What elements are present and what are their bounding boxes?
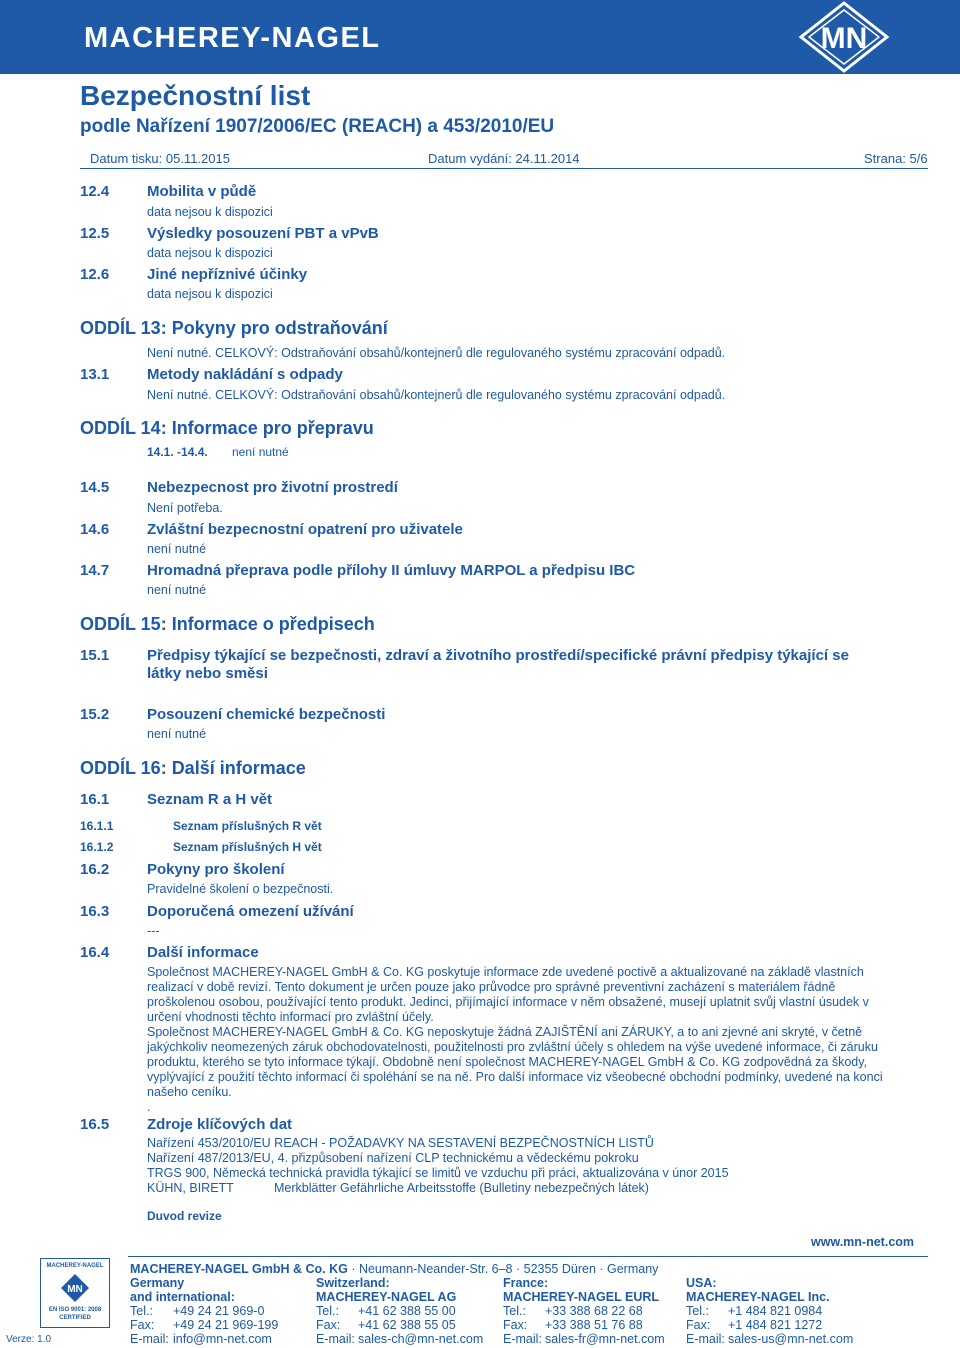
cert-standard: EN ISO 9001: 2008 [48,1307,102,1313]
fax-label: Fax: [130,1318,155,1332]
subsection-title: Zvláštní bezpecnostní opatrení pro uživatele [147,521,463,538]
section-number: 16.3 [80,903,110,920]
footer-divider [128,1256,928,1257]
tel-label: Tel.: [130,1304,153,1318]
section-number: 16.5 [80,1116,110,1133]
section-heading: ODDÍL 16: Další informace [80,758,306,778]
fax-value: +33 388 51 76 88 [545,1318,643,1332]
section-number: 16.1.1 [80,819,114,833]
disclaimer-line: produktu, kterého se tyto informace týkají. Obdobně není společnost MACHEREY-NAGEL GmbH & Co. KG zodpovědná za škody, [147,1055,868,1069]
disclaimer-line: určení vhodnosti těchto informací pro zvláštní účely. [147,1010,434,1024]
mn-logo-icon [784,0,904,74]
website-link[interactable]: www.mn-net.com [811,1235,915,1249]
subsection-title: Výsledky posouzení PBT a vPvB [147,225,379,242]
cert-company: MACHEREY-NAGEL [46,1263,104,1269]
disclaimer-line: jakýchkoliv neomezených záruk obchodovatelnosti, použitelnosti pro zvláštní účely s ohledem na výše uvedené informace, či záruku [147,1040,878,1054]
subsection-title: Seznam příslušných H vět [173,840,322,854]
subsection-text: --- [147,924,160,938]
office-country: Germany [130,1276,185,1290]
subsection-text: není nutné [147,727,207,741]
source-author: KÜHN, BIRETT [147,1181,234,1195]
subsection-title: Doporučená omezení užívání [147,903,354,920]
office-name: MACHEREY-NAGEL AG [316,1290,457,1304]
section-number: 16.4 [80,944,110,961]
subsection-text: data nejsou k dispozici [147,287,273,301]
subsection-text: Pravidelné školení o bezpečnosti. [147,882,334,896]
page-subtitle: podle Nařízení 1907/2006/EC (REACH) a 453/2010/EU [80,116,555,137]
section-number: 12.5 [80,225,110,242]
tel-label: Tel.: [503,1304,526,1318]
office-country: France: [503,1276,549,1290]
company-address [130,1260,658,1278]
email-label: E-mail: [503,1332,542,1346]
subsection-text: není nutné [147,542,207,556]
section-heading: ODDÍL 14: Informace pro přepravu [80,418,374,438]
subsection-title: Další informace [147,944,259,961]
page-title: Bezpečnostní list [80,80,311,111]
subsection-text: Není nutné. CELKOVÝ: Odstraňování obsahů/kontejnerů dle regulovaného systému zpracování odpadů. [147,388,726,402]
section-number: 14.6 [80,521,110,538]
office-name: MACHEREY-NAGEL Inc. [686,1290,830,1304]
revision-label: Duvod revize [147,1209,222,1223]
section-heading: ODDÍL 15: Informace o předpisech [80,614,375,634]
subsection-title: Hromadná přeprava podle přílohy II úmluvy MARPOL a předpisu IBC [147,562,636,579]
tel-label: Tel.: [316,1304,339,1318]
section-intro: Není nutné. CELKOVÝ: Odstraňování obsahů/kontejnerů dle regulovaného systému zpracování odpadů. [147,346,726,360]
source-line: Nařízení 453/2010/EU REACH - POŽADAVKY NA SESTAVENÍ BEZPEČNOSTNÍCH LISTŮ [147,1136,654,1150]
section-number: 14.7 [80,562,110,579]
office-country: USA: [686,1276,717,1290]
disclaimer-line: proškolenou osobou, používající tento produkt. Jedinci, přijímající informace v něm obsažené, musejí uplatnit svůj vlastní úsudek v [147,995,869,1009]
logo-area [784,0,904,74]
subsection-text: data nejsou k dispozici [147,205,273,219]
disclaimer-line: Společnost MACHEREY-NAGEL GmbH & Co. KG poskytuje informace zde uvedené poctivě a aktualizované na základě vlastních [147,965,864,979]
disclaimer-line: Společnost MACHEREY-NAGEL GmbH & Co. KG neposkytuje žádná ZAJIŠTĚNÍ ani ZÁRUKY, a to ani zjevné ani skryté, v četně [147,1025,863,1039]
print-date: Datum tisku: 05.11.2015 [90,151,230,166]
section-number: 14.5 [80,479,110,496]
source-line: TRGS 900, Německá technická pravidla týkající se limitů ve vzduchu při práci, aktualizována v únor 2015 [147,1166,729,1180]
section-number: 15.2 [80,706,110,723]
cert-status: CERTIFIED [59,1315,91,1321]
email-label: E-mail: [686,1332,725,1346]
section-number: 16.2 [80,861,110,878]
section-number: 12.6 [80,266,110,283]
subsection-text: není nutné [147,583,207,597]
brand-name: MACHEREY-NAGEL [84,22,381,54]
disclaimer-paragraph [147,965,917,1115]
email-link[interactable]: sales-ch@mn-net.com [358,1332,484,1346]
subsection-title: Pokyny pro školení [147,861,285,878]
section-number: 16.1.2 [80,840,114,854]
source-line: Merkblätter Gefährliche Arbeitsstoffe (Bulletiny nebezpečných látek) [274,1181,649,1195]
section-number: 15.1 [80,647,110,664]
disclaimer-line: vyplývající z použití těchto informací či spoléhání se na ně. Pro další informace viz všeobecné obchodní podmínky, uvedené na konci [147,1070,883,1084]
fax-label: Fax: [503,1318,528,1332]
source-line: Nařízení 487/2013/EU, 4. přizpůsobení nařízení CLP technickému a vědeckému pokroku [147,1151,639,1165]
email-link[interactable]: sales-fr@mn-net.com [545,1332,665,1346]
subsection-title: Mobilita v půdě [147,183,257,200]
subsection-title: Seznam R a H vět [147,791,273,808]
logo-text: MN [820,22,868,55]
mn-logo-small-icon [60,1273,90,1303]
tel-value: +41 62 388 55 00 [358,1304,456,1318]
office-country: Switzerland: [316,1276,390,1290]
tel-value: +33 388 68 22 68 [545,1304,643,1318]
subsection-text: data nejsou k dispozici [147,246,273,260]
fax-value: +49 24 21 969-199 [173,1318,279,1332]
version-label: Verze: 1.0 [6,1334,52,1345]
section-number: 13.1 [80,366,110,383]
tel-value: +1 484 821 0984 [728,1304,823,1318]
office-name: MACHEREY-NAGEL EURL [503,1290,660,1304]
range-text: není nutné [232,445,289,459]
fax-value: +1 484 821 1272 [728,1318,823,1332]
subsection-title: Zdroje klíčových dat [147,1116,293,1133]
section-heading: ODDÍL 13: Pokyny pro odstraňování [80,318,388,338]
disclaimer-line: . [147,1100,151,1114]
tel-value: +49 24 21 969-0 [173,1304,265,1318]
range-number: 14.1. -14.4. [147,445,208,459]
email-link[interactable]: info@mn-net.com [173,1332,272,1346]
issue-date: Datum vydání: 24.11.2014 [428,151,580,166]
subsection-title: Posouzení chemické bezpečnosti [147,706,386,723]
certification-badge [40,1258,110,1328]
office-name: and international: [130,1290,235,1304]
page-number: Strana: 5/6 [864,151,928,166]
company-street: · Neumann-Neander-Str. 6–8 · 52355 Düren · Germany [347,1262,659,1276]
company-name: MACHEREY-NAGEL GmbH & Co. KG [130,1262,348,1276]
subsection-title: Nebezpecnost pro životní prostredí [147,479,398,496]
fax-value: +41 62 388 55 05 [358,1318,456,1332]
fax-label: Fax: [316,1318,341,1332]
subsection-title-cont: látky nebo směsi [147,665,268,682]
header-divider [80,168,928,169]
email-label: E-mail: [316,1332,355,1346]
subsection-title: Seznam příslušných R vět [173,819,322,833]
disclaimer-line: realizací v době revizí. Tento dokument je určen pouze jako průvodce pro správné preventivní zacházení s materiálem řádně [147,980,836,994]
fax-label: Fax: [686,1318,711,1332]
subsection-title: Předpisy týkající se bezpečnosti, zdraví a životního prostředí/specifické právní předpisy týkající se [147,647,849,664]
subsection-title: Metody nakládání s odpady [147,366,343,383]
tel-label: Tel.: [686,1304,709,1318]
section-number: 16.1 [80,791,110,808]
section-number: 12.4 [80,183,110,200]
cert-logo-text: MN [67,1284,83,1295]
email-label: E-mail: [130,1332,169,1346]
subsection-text: Není potřeba. [147,501,223,515]
email-link[interactable]: sales-us@mn-net.com [728,1332,854,1346]
subsection-title: Jiné nepříznivé účinky [147,266,308,283]
disclaimer-line: našeho ceníku. [147,1085,232,1099]
